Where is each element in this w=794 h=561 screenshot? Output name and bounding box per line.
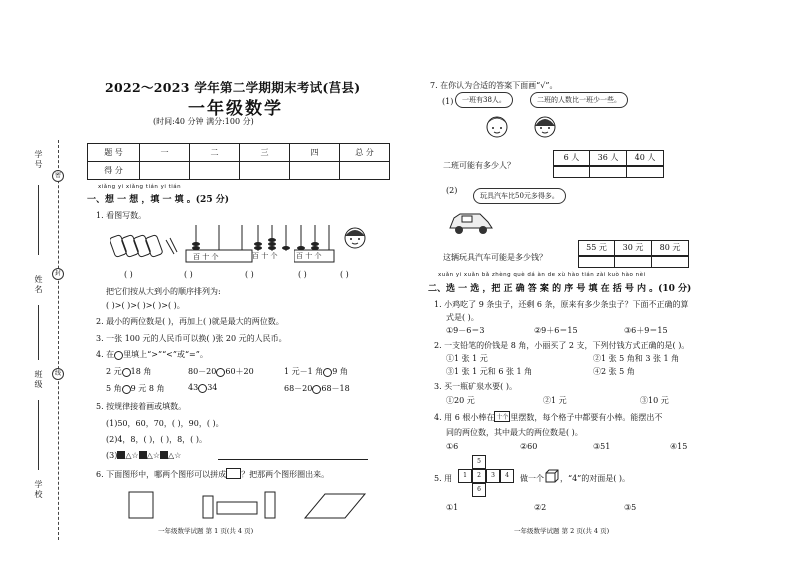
q6-text: 6. 下面图形中，哪两个图形可以拼成 ？把那两个图形圈出来。 <box>96 470 330 479</box>
parallelogram-shape <box>305 494 365 518</box>
compare-2: 80－20 60＋20 <box>188 367 254 376</box>
s2-q1-opt2: ②9＋6＝15 <box>534 326 578 335</box>
blank-1[interactable]: ( ) <box>124 270 133 279</box>
black-square-icon <box>160 451 168 459</box>
blank-3[interactable]: ( ) <box>245 270 254 279</box>
option-55-yuan: 55 元 <box>578 240 615 256</box>
q7-p1-label: (1) <box>442 97 454 106</box>
compare-1: 2 元 18 角 <box>106 367 152 376</box>
compare-circle[interactable] <box>122 385 131 394</box>
q5-text: 5. 按规律接着画或填数。 <box>96 402 187 411</box>
s2-q4-opt4: ④15 <box>670 442 688 451</box>
class-label: 班级 <box>34 370 43 390</box>
narrow-rect-shape <box>203 496 213 518</box>
q7-title: 7. 在你认为合适的答案下面画“√”。 <box>430 81 558 90</box>
s2-q5a: 5. 用 <box>434 474 453 483</box>
black-square-icon <box>139 451 147 459</box>
q5-3-answer-line[interactable] <box>218 459 368 460</box>
s2-q1-opt3: ③6＋9＝15 <box>624 326 668 335</box>
compare-3: 1 元－1 角 9 角 <box>284 367 348 376</box>
abacus-label: 百 十 个 <box>193 253 219 261</box>
score-cell[interactable] <box>190 162 240 180</box>
square-shape <box>129 492 153 518</box>
check-cell[interactable] <box>578 256 615 268</box>
s2-q5-opt3: ③5 <box>624 503 637 512</box>
blank-2[interactable]: ( ) <box>184 270 193 279</box>
score-header: 二 <box>190 144 240 162</box>
s2-q5-opt2: ②2 <box>534 503 547 512</box>
exam-title: 2022～2023 学年第二学期期末考试(莒县) <box>105 80 361 95</box>
girl-icon <box>340 222 370 262</box>
bar-shape <box>265 492 275 518</box>
shapes-figure <box>125 488 375 522</box>
q5-2: (2)4，8，( )，( )，8，( )。 <box>106 435 207 444</box>
net-cell: 2 <box>472 469 486 483</box>
cube-icon <box>545 469 559 483</box>
check-cell[interactable] <box>590 166 627 178</box>
binding-line <box>58 140 59 540</box>
score-header: 总 分 <box>340 144 390 162</box>
s2-q5c: ，“4”的对面是( )。 <box>560 474 631 483</box>
circle-icon <box>114 351 123 360</box>
s2-q4c: 同的两位数，其中最大的两位数是( )。 <box>446 428 583 437</box>
s2-q3: 3. 买一瓶矿泉水要( )。 <box>434 382 517 391</box>
q7-question2: 这辆玩具汽车可能是多少钱？ <box>443 253 547 262</box>
bundles-image <box>110 230 180 260</box>
s2-q5-opt1: ①1 <box>446 503 459 512</box>
q2-text: 2. 最小的两位数是( )，再加上( )就是最大的两位数。 <box>96 317 284 326</box>
net-cell: 6 <box>472 483 486 497</box>
check-cell[interactable] <box>652 256 689 268</box>
s2-q2-opt3: ③1 张 1 元和 6 张 1 角 <box>446 367 533 376</box>
speech-bubble-2: 二班的人数比一班少一些。 <box>530 92 628 108</box>
s2-q1-opt1: ①9－6＝3 <box>446 326 485 335</box>
s2-q2: 2. 一支铅笔的价钱是 8 角，小丽买了 2 支，下列付钱方式正确的是( )。 <box>434 341 690 350</box>
check-cell[interactable] <box>627 166 664 178</box>
q4-text: 4. 在 里填上“>”“<”或“=”。 <box>96 350 208 359</box>
compare-circle[interactable] <box>323 368 332 377</box>
q1-text: 1. 看图写数。 <box>96 211 147 220</box>
q3-text: 3. 一张 100 元的人民币可以换( )张 20 元的人民币。 <box>96 334 287 343</box>
speech-bubble-1: 一班有38人。 <box>455 92 513 108</box>
section2-title: 二、选 一 选 ，把 正 确 答 案 的 序 号 填 在 括 号 内 。(10 分) <box>428 284 692 294</box>
boy-icon <box>484 112 510 142</box>
compare-4: 5 角 9 元 8 角 <box>106 384 165 393</box>
toy-car-icon <box>446 208 496 238</box>
option-40-people: 40 人 <box>627 150 664 166</box>
option-30-yuan: 30 元 <box>615 240 652 256</box>
place-value-box: 十个 <box>494 411 510 422</box>
compare-circle[interactable] <box>122 368 131 377</box>
score-header: 一 <box>140 144 190 162</box>
wide-rect-shape <box>217 502 257 514</box>
abacus-label-2: 百 十 个 <box>252 252 278 260</box>
q5-1: (1)50，60，70，( )，90，( )。 <box>106 419 224 428</box>
q7-p2-label: (2) <box>446 186 458 195</box>
s2-q1b: 式是( )。 <box>446 313 479 322</box>
q7-question1: 二班可能有多少人？ <box>443 161 515 170</box>
s2-q1: 1. 小鸡吃了 9 条虫子，还剩 6 条，原来有多少条虫子？下面不正确的算 <box>434 300 689 309</box>
s2-q4-opt1: ①6 <box>446 442 459 451</box>
school-label: 学校 <box>34 480 43 500</box>
s2-q4-opt3: ③51 <box>593 442 611 451</box>
compare-circle[interactable] <box>216 368 225 377</box>
footer-left: 一年级数学试题 第 1 页(共 4 页) <box>158 527 254 535</box>
speech-bubble-3: 玩具汽车比50元多得多。 <box>473 188 566 204</box>
class-line <box>38 400 39 470</box>
compare-circle[interactable] <box>198 384 207 393</box>
footer-right: 一年级数学试题 第 2 页(共 4 页) <box>514 527 610 535</box>
exam-meta: (时间:40 分钟 满分:100 分) <box>153 117 254 126</box>
student-no-label: 学号 <box>34 150 43 170</box>
seal-xian: 线 <box>52 368 64 380</box>
student-no-line <box>38 185 39 255</box>
name-label: 姓名 <box>34 275 43 295</box>
seal-mi: 密 <box>52 170 64 182</box>
s2-q2-opt1: ①1 张 1 元 <box>446 354 488 363</box>
score-header: 三 <box>240 144 290 162</box>
check-cell[interactable] <box>553 166 590 178</box>
blank-4[interactable]: ( ) <box>298 270 307 279</box>
s2-q3-opt1: ①20 元 <box>446 396 475 405</box>
s2-q2-opt4: ④2 张 5 角 <box>593 367 635 376</box>
subject-title: 一年级数学 <box>188 99 283 119</box>
s2-q5b: 做一个 <box>520 474 544 483</box>
seal-feng: 封 <box>52 268 64 280</box>
q5-3: (3) △☆ △☆ △☆ <box>106 451 182 460</box>
compare-circle[interactable] <box>312 385 321 394</box>
s2-q3-opt3: ③10 元 <box>640 396 669 405</box>
section2-pinyin: xuǎn yi xuǎn bǎ zhèng què dá àn de xù hào tián zài kuò hào nèi <box>438 272 646 278</box>
s2-q3-opt2: ②1 元 <box>543 396 567 405</box>
score-cell[interactable] <box>140 162 190 180</box>
option-80-yuan: 80 元 <box>652 240 689 256</box>
score-header: 题 号 <box>88 144 140 162</box>
order-line: ( )>( )>( )>( )>( )。 <box>106 301 185 310</box>
cube-net <box>458 455 514 500</box>
abacus-1 <box>184 225 254 263</box>
order-text: 把它们按从大到小的顺序排列为: <box>106 287 221 296</box>
s2-q4-opt2: ②60 <box>520 442 538 451</box>
name-line <box>38 305 39 360</box>
compare-6: 68－20 68－18 <box>284 384 350 393</box>
check-cell[interactable] <box>615 256 652 268</box>
net-cell: 3 <box>486 469 500 483</box>
net-cell: 5 <box>472 455 486 469</box>
s2-q2-opt2: ②1 张 5 角和 3 张 1 角 <box>593 354 680 363</box>
blank-5[interactable]: ( ) <box>340 270 349 279</box>
compare-5: 43 34 <box>188 383 218 392</box>
section1-title: 一、想 一 想 ，填 一 填 。(25 分) <box>87 195 229 205</box>
score-cell[interactable] <box>290 162 340 180</box>
target-square-icon <box>226 468 241 479</box>
score-table <box>87 143 390 180</box>
net-cell: 1 <box>458 469 472 483</box>
net-cell: 4 <box>500 469 514 483</box>
score-cell[interactable] <box>340 162 390 180</box>
score-row-label: 得 分 <box>88 162 140 180</box>
section1-pinyin: xiǎng yi xiǎng tián yi tián <box>98 184 182 190</box>
score-cell[interactable] <box>240 162 290 180</box>
abacus-label-3: 百 十 个 <box>296 252 322 260</box>
option-6-people: 6 人 <box>553 150 590 166</box>
option-36-people: 36 人 <box>590 150 627 166</box>
score-header: 四 <box>290 144 340 162</box>
s2-q4: 4. 用 6 根小棒在 十个 里摆数，每个格子中都要有小棒。能摆出不 <box>434 413 663 422</box>
girl-icon-2 <box>532 112 558 142</box>
